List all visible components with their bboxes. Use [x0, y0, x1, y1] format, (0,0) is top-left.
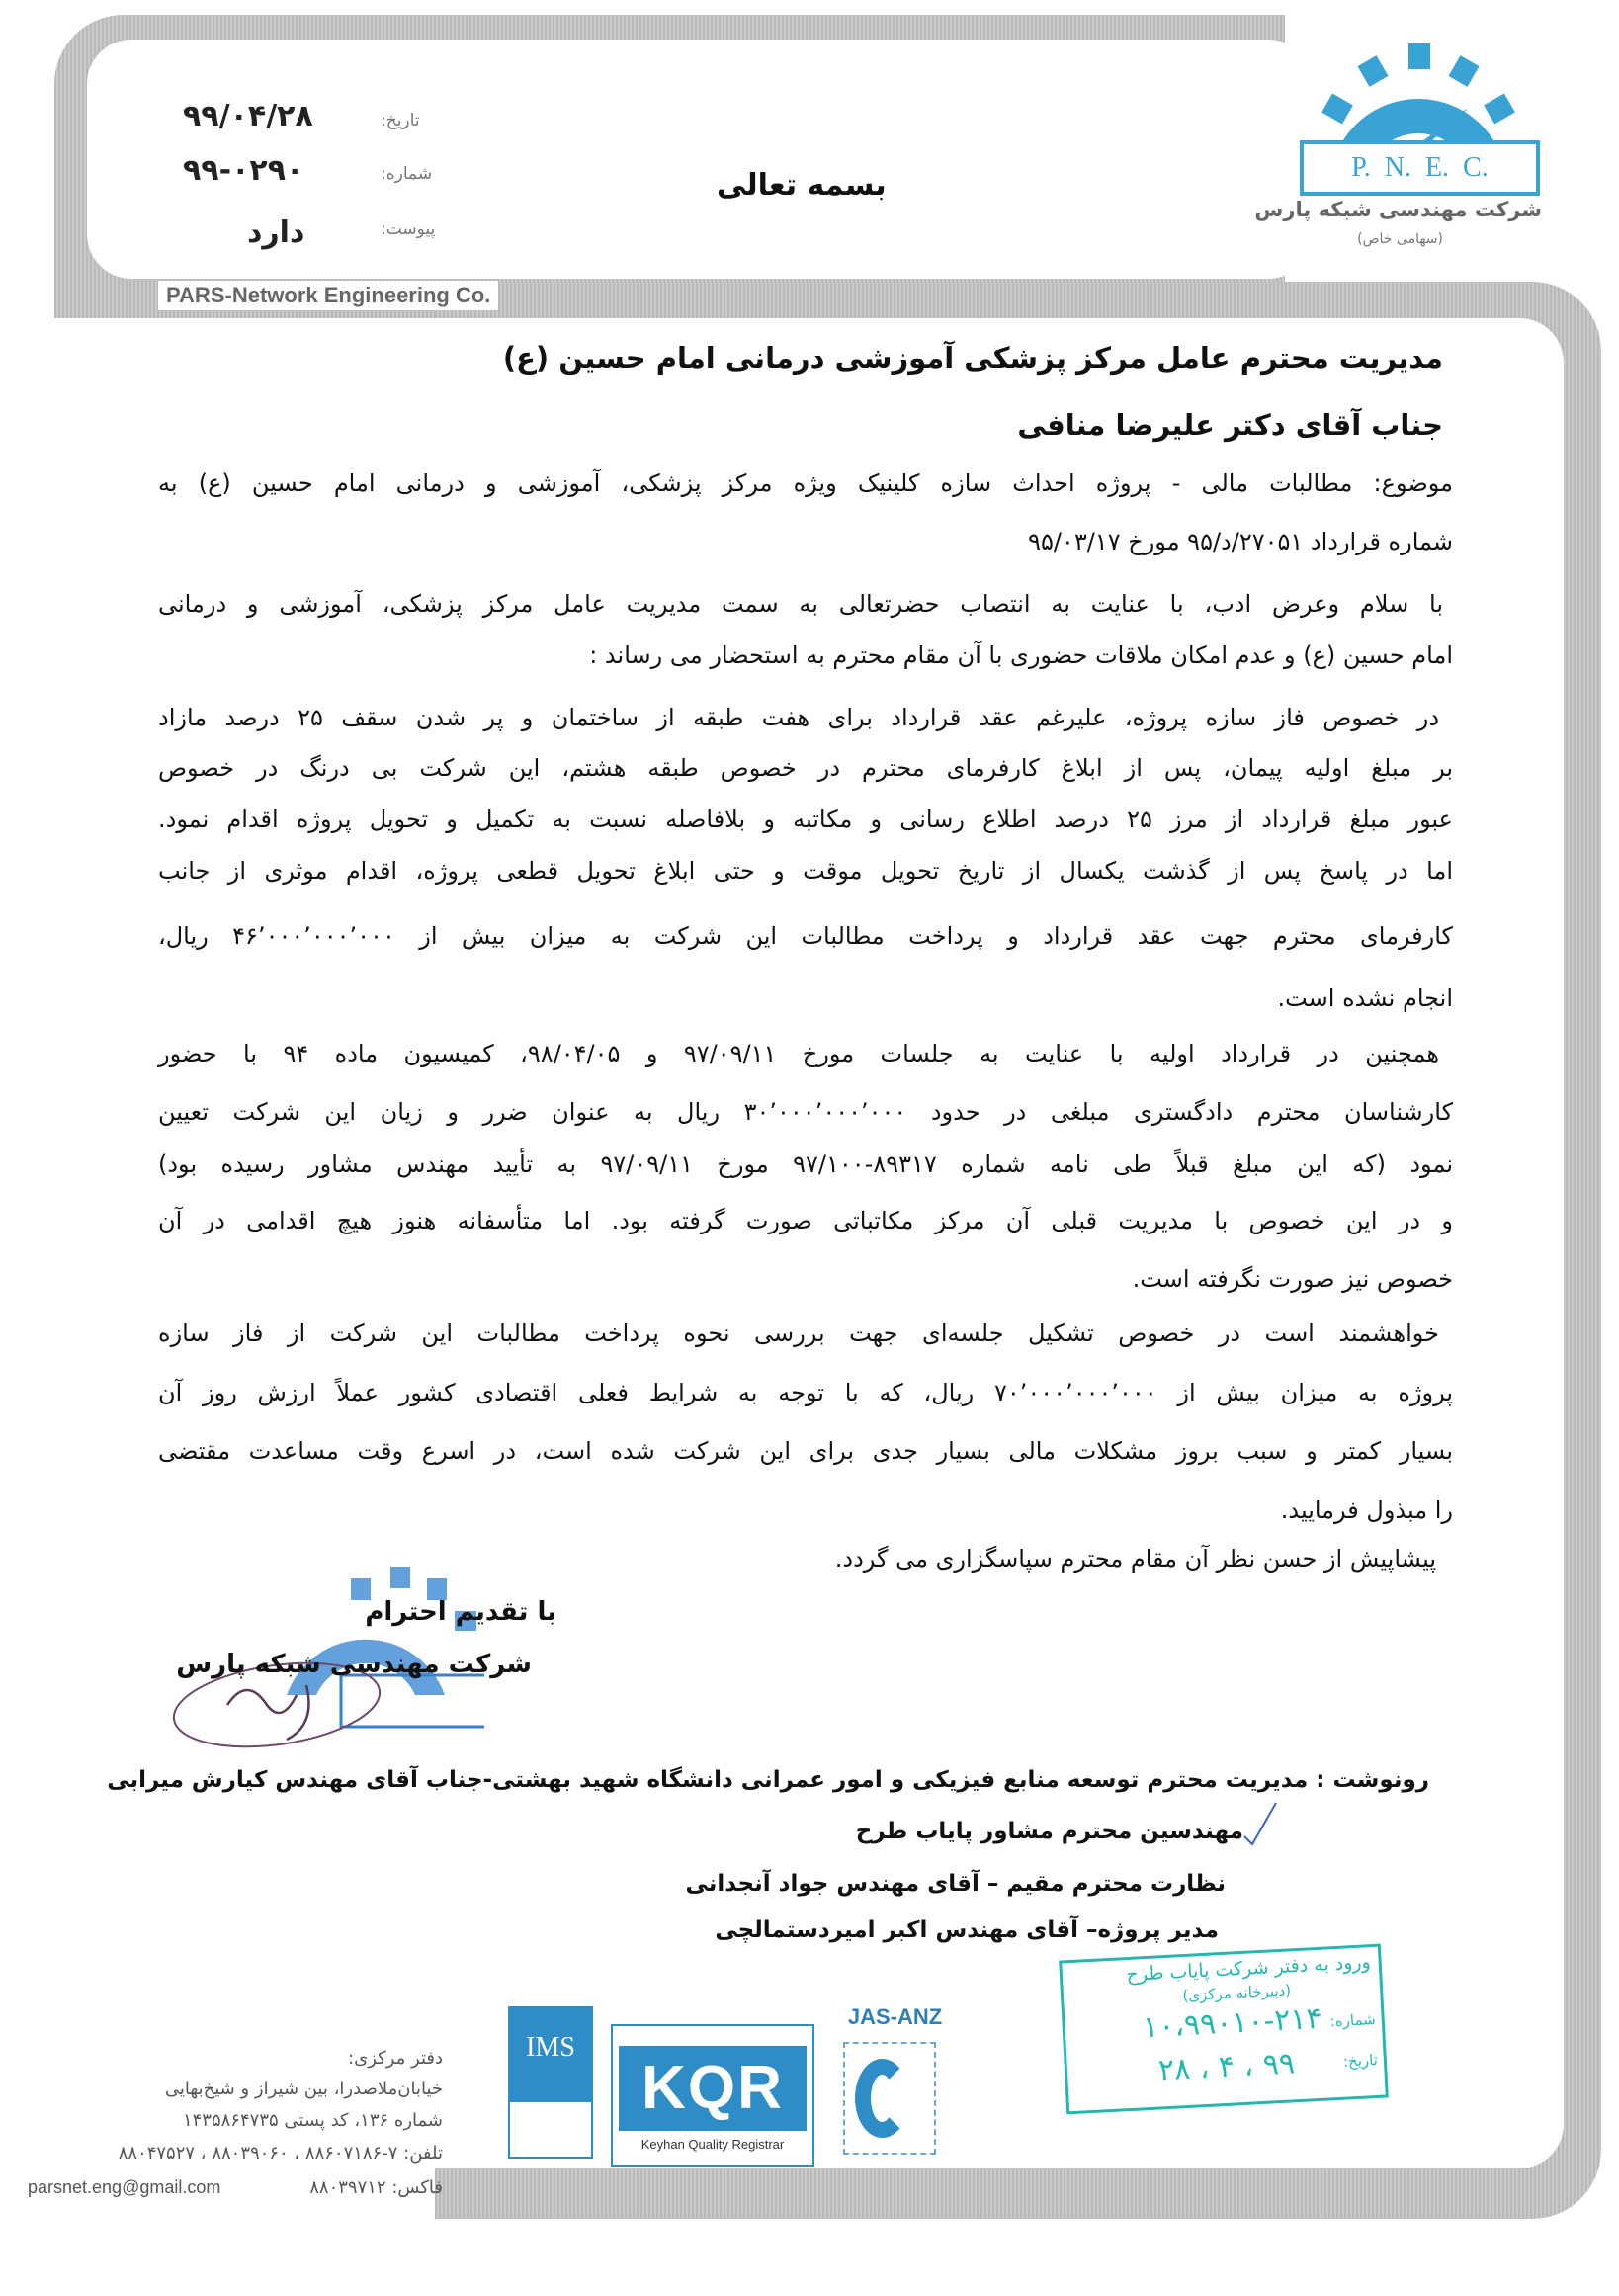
ims-logo — [508, 2006, 593, 2159]
logo-abbr-box: P. N. E. C. — [1300, 140, 1540, 196]
footer-address: خیابان‌ملاصدرا، بین شیراز و شیخ‌بهایی — [164, 2079, 443, 2099]
jas-anz-mark-icon — [843, 2042, 936, 2155]
invocation: بسمه تعالی — [717, 168, 887, 203]
company-logo — [1254, 40, 1552, 267]
recipient-name: جناب آقای دکتر علیرضا منافی — [1017, 408, 1443, 442]
ims-text: IMS — [510, 2008, 591, 2102]
body-line: و در این خصوص با مدیریت قبلی آن مرکز مکاتباتی صورت گرفته بود. اما متأسفانه هنوز هیچ اقدامی در آن — [158, 1207, 1453, 1234]
attachment-label: پیوست: — [381, 219, 436, 239]
body-line: در خصوص فاز سازه پروژه، علیرغم عقد قرارداد برای هفت طبقه از ساختمان و پر شدن سقف ۲۵ درصد مازاد — [158, 704, 1440, 731]
body-line: خواهشمند است در خصوص تشکیل جلسه‌ای جهت بررسی نحوه پرداخت مطالبات این شرکت از فاز سازه — [158, 1319, 1439, 1347]
number-label: شماره: — [381, 164, 433, 184]
jas-anz-text: JAS-ANZ — [847, 2004, 943, 2029]
footer-left-area — [0, 2165, 435, 2234]
footer-fax: فاکس: ۸۸۰۳۹۷۱۲ — [309, 2177, 443, 2198]
subject-line: موضوع: مطالبات مالی - پروژه احداث سازه کلینیک ویژه مرکز پزشکی، آموزشی و درمانی امام حسین (ع) به — [158, 469, 1453, 497]
body-line: عبور مبلغ قرارداد از مرز ۲۵ درصد اطلاع رسانی و مکاتبه و بلافاصله نسبت به تکمیل و تحویل پروژه اقدام نمود. — [158, 806, 1453, 833]
stamp-date-value: ۹۹ ، ۴ ، ۲۸ — [1157, 2046, 1296, 2088]
body-line: پروژه به میزان بیش از ۷۰٬۰۰۰٬۰۰۰٬۰۰۰ ریال، که با توجه به شرایط فعلی اقتصادی کشور عملاً ارزش روز آن — [158, 1379, 1453, 1406]
footer-email[interactable]: parsnet.eng@gmail.com — [28, 2177, 221, 2197]
signature-closing: با تقدیم احترام — [365, 1597, 556, 1627]
footer-office-label: دفتر مرکزی: — [348, 2048, 443, 2069]
stamp-date-label: تاریخ: — [1342, 2050, 1379, 2071]
body-line: را مبذول فرمایید. — [1280, 1496, 1453, 1524]
checkmark-icon — [1240, 1799, 1280, 1848]
stamp-number-label: شماره: — [1329, 2009, 1377, 2031]
kqr-name: Keyhan Quality Registrar — [640, 2137, 785, 2152]
company-type: (سهامی خاص) — [1357, 231, 1443, 247]
cc-line: مدیر پروژه– آقای مهندس اکبر امیردستمالچی — [715, 1917, 1219, 1943]
company-name-en: PARS-Network Engineering Co. — [158, 281, 498, 310]
footer-address: شماره ۱۳۶، کد پستی ۱۴۳۵۸۶۴۷۳۵ — [182, 2110, 443, 2131]
subject-line: شماره قرارداد ۲۷۰۵۱/د/۹۵ مورخ ۹۵/۰۳/۱۷ — [1028, 528, 1453, 555]
kqr-logo — [611, 2024, 814, 2167]
company-name-fa: شرکت مهندسی شبکه پارس — [1254, 198, 1542, 221]
jas-anz-logo — [838, 2004, 952, 2168]
cc-line: نظارت محترم مقیم – آقای مهندس جواد آنجدانی — [685, 1871, 1226, 1897]
cc-line: رونوشت : مدیریت محترم توسعه منابع فیزیکی و امور عمرانی دانشگاه شهید بهشتی-جناب آقای مهندس کیارش میرابی — [107, 1767, 1429, 1793]
body-line: خصوص نیز صورت نگرفته است. — [1132, 1265, 1453, 1293]
signature-company: شرکت مهندسی شبکه پارس — [176, 1650, 532, 1679]
stamp-title: ورود به دفتر شرکت پایاب طرح — [1125, 1951, 1372, 1987]
number-value: ۹۹-۰۲۹۰ — [183, 153, 304, 188]
recipient-title: مدیریت محترم عامل مرکز پزشکی آموزشی درمانی امام حسین (ع) — [502, 341, 1443, 375]
body-line: بر مبلغ اولیه پیمان، پس از ابلاغ کارفرمای محترم در خصوص طبقه هشتم، این شرکت بی درنگ در خصوص — [158, 754, 1453, 782]
body-line: اما در پاسخ پس از گذشت یکسال از تاریخ تحویل موقت و حتی ابلاغ تحویل قطعی پروژه، اقدام موثری از جانب — [158, 857, 1453, 885]
kqr-text: KQR — [619, 2046, 807, 2131]
body-line: بسیار کمتر و سبب بروز مشکلات مالی بسیار جدی برای این شرکت شده است، در اسرع وقت مساعدت مقتضی — [158, 1437, 1453, 1465]
receipt-stamp — [1059, 1944, 1389, 2115]
footer-phone: تلفن: ۷-۸۸۶۰۷۱۸۶ ، ۸۸۰۳۹۰۶۰ ، ۸۸۰۴۷۵۲۷ — [118, 2143, 443, 2164]
body-line: امام حسین (ع) و عدم امکان ملاقات حضوری با آن مقام محترم به استحضار می رساند : — [589, 641, 1453, 669]
body-line: انجام نشده است. — [1277, 984, 1453, 1012]
body-line: با سلام وعرض ادب، با عنایت به انتصاب حضرتعالی به سمت مدیریت عامل مرکز پزشکی، آموزشی و درمانی — [158, 590, 1443, 618]
cc-line: مهندسین محترم مشاور پایاب طرح — [855, 1819, 1243, 1844]
body-line: نمود (که این مبلغ قبلاً طی نامه شماره ۸۹۳۱۷-۹۷/۱۰۰ مورخ ۹۷/۰۹/۱۱ به تأیید مهندس مشاور رسیده بود) — [158, 1150, 1453, 1178]
date-label: تاریخ: — [381, 111, 420, 130]
body-line: کارفرمای محترم جهت عقد قرارداد و پرداخت مطالبات این شرکت به میزان بیش از ۴۶٬۰۰۰٬۰۰۰٬۰۰۰ ریال، — [158, 922, 1453, 950]
body-line: پیشاپیش از حسن نظر آن مقام محترم سپاسگزاری می گردد. — [834, 1545, 1436, 1573]
body-line: کارشناسان محترم دادگستری مبلغی در حدود ۳۰٬۰۰۰٬۰۰۰٬۰۰۰ ریال به عنوان ضرر و زیان این شرکت تعیین — [158, 1098, 1453, 1126]
stamp-subtitle: (دبیرخانه مرکزی) — [1182, 1981, 1292, 2005]
body-line: همچنین در قرارداد اولیه با عنایت به جلسات مورخ ۹۷/۰۹/۱۱ و ۹۸/۰۴/۰۵، کمیسیون ماده ۹۴ با حضور — [158, 1040, 1439, 1067]
attachment-value: دارد — [247, 215, 305, 250]
stamp-number-value: ۱۰،۹۹۰۱۰-۲۱۴ — [1142, 2000, 1323, 2046]
date-value: ۹۹/۰۴/۲۸ — [183, 99, 313, 133]
